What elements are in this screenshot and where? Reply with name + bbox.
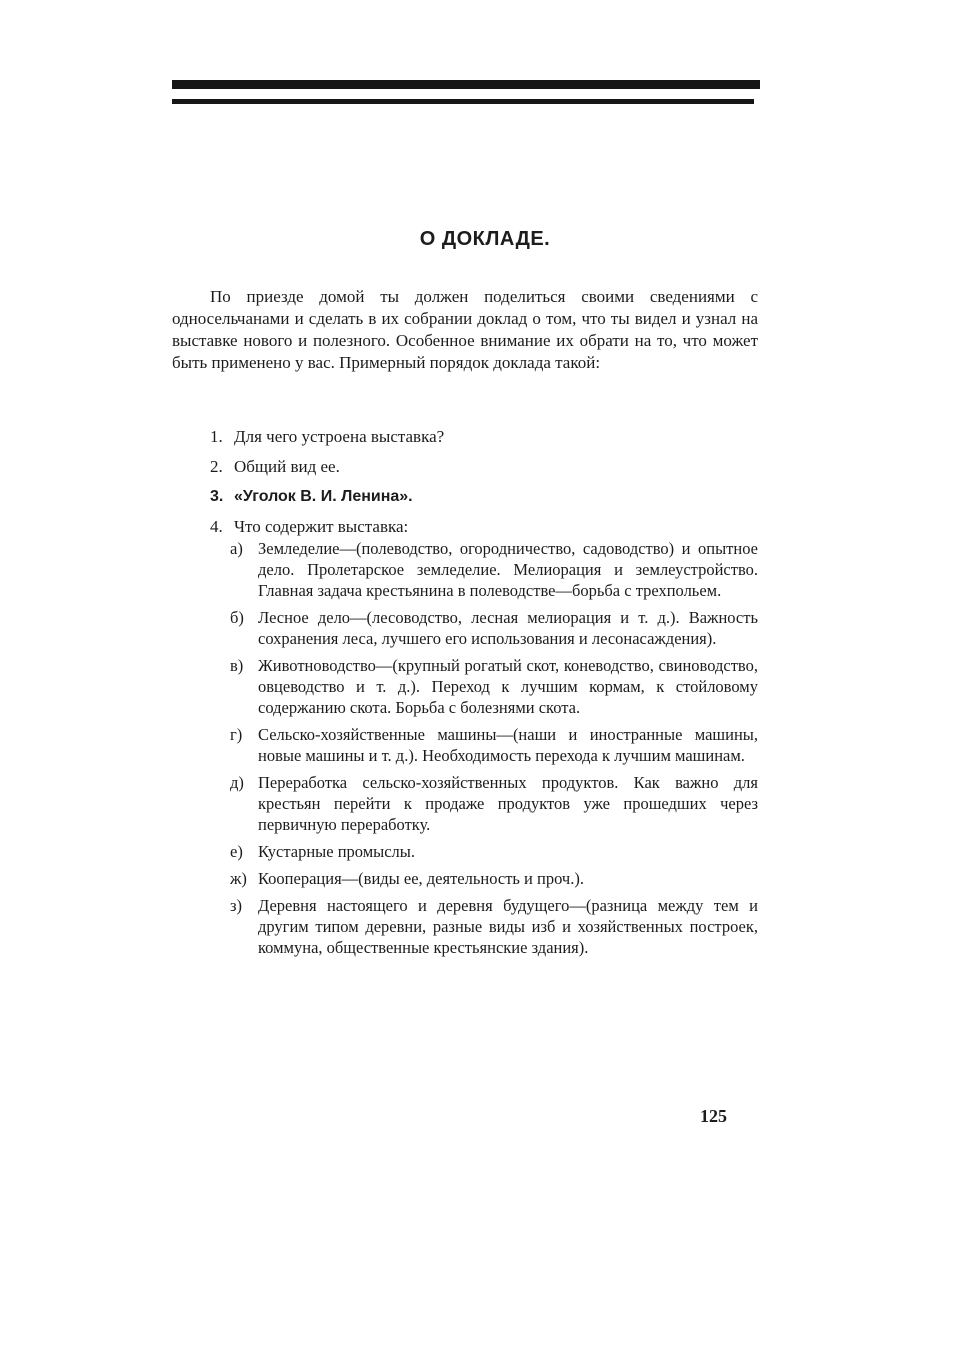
sub-item [210, 868, 758, 889]
sub-item-letter: е) [230, 842, 243, 861]
sub-item-text: Переработка сельско-хозяйственных продуктов. Как важно для крестьян перейти к продаже продуктов уже прошедших через первичную переработку. [258, 773, 758, 834]
item-number: 4. [210, 517, 223, 536]
sub-item [210, 724, 758, 766]
list-item [210, 516, 770, 958]
list-item [210, 456, 770, 478]
sub-item [210, 841, 758, 862]
item-number: 3. [210, 488, 224, 505]
sub-item-text: Кооперация—(виды ее, деятельность и проч.). [258, 869, 584, 888]
sub-item-letter: д) [230, 773, 244, 792]
sub-item-text: Лесное дело—(лесоводство, лесная мелиорация и т. д.). Важность сохранения леса, лучшего его использования и лесонасаждения). [258, 608, 758, 648]
item-number: 2. [210, 457, 223, 476]
list-item [210, 486, 770, 508]
sub-item-letter: б) [230, 608, 244, 627]
item-text: Общий вид ее. [234, 457, 340, 476]
sub-item-letter: в) [230, 656, 244, 675]
sub-item-letter: а) [230, 539, 243, 558]
sub-item-letter: г) [230, 725, 243, 744]
sub-item-text: Кустарные промыслы. [258, 842, 415, 861]
sub-item [210, 607, 758, 649]
item-text: Для чего устроена выставка? [234, 427, 445, 446]
sub-item-text: Сельско-хозяйственные машины—(наши и иностранные машины, новые машины и т. д.). Необходимость перехода к лучшим машинам. [258, 725, 758, 765]
list-item [210, 426, 770, 448]
exhibition-sections [210, 538, 770, 958]
sub-item [210, 655, 758, 718]
page-title: О ДОКЛАДЕ. [419, 228, 551, 250]
sub-item-text: Животноводство—(крупный рогатый скот, коневодство, свиноводство, овцеводство и т. д.). Переход к лучшим кормам, к стойловому содержанию скота. Борьба с болезнями скота. [258, 656, 758, 717]
sub-item-text: Земледелие—(полеводство, огородничество, садоводство) и опытное дело. Пролетарское земледелие. Мелиорация и землеустройство. Главная задача крестьянина в полеводстве—борьба с трехпольем. [258, 539, 758, 600]
sub-item [210, 772, 758, 835]
item-number: 1. [210, 427, 223, 446]
sub-item-letter: ж) [230, 869, 247, 888]
intro-paragraph: По приезде домой ты должен поделиться своими сведениями с односельчанами и сделать в их собрании доклад о том, что ты видел и узнал на выставке нового и полезного. Особенное внимание их обрати на то, что может быть применено у вас. Примерный порядок доклада такой: [172, 287, 758, 372]
sub-item [210, 538, 758, 601]
page-number: 125 [700, 1106, 727, 1126]
sub-item-text: Деревня настоящего и деревня будущего—(разница между тем и другим типом деревни, разные виды изб и хозяйственных построек, коммуна, общественные крестьянские здания). [258, 896, 758, 957]
sub-item-letter: з) [230, 896, 243, 915]
item-text: Что содержит выставка: [234, 517, 409, 536]
sub-item [210, 895, 758, 958]
top-rule-thin [172, 99, 754, 104]
top-rule-thick [172, 80, 760, 89]
report-outline [210, 426, 770, 966]
item-text: «Уголок В. И. Ленина». [234, 488, 413, 505]
